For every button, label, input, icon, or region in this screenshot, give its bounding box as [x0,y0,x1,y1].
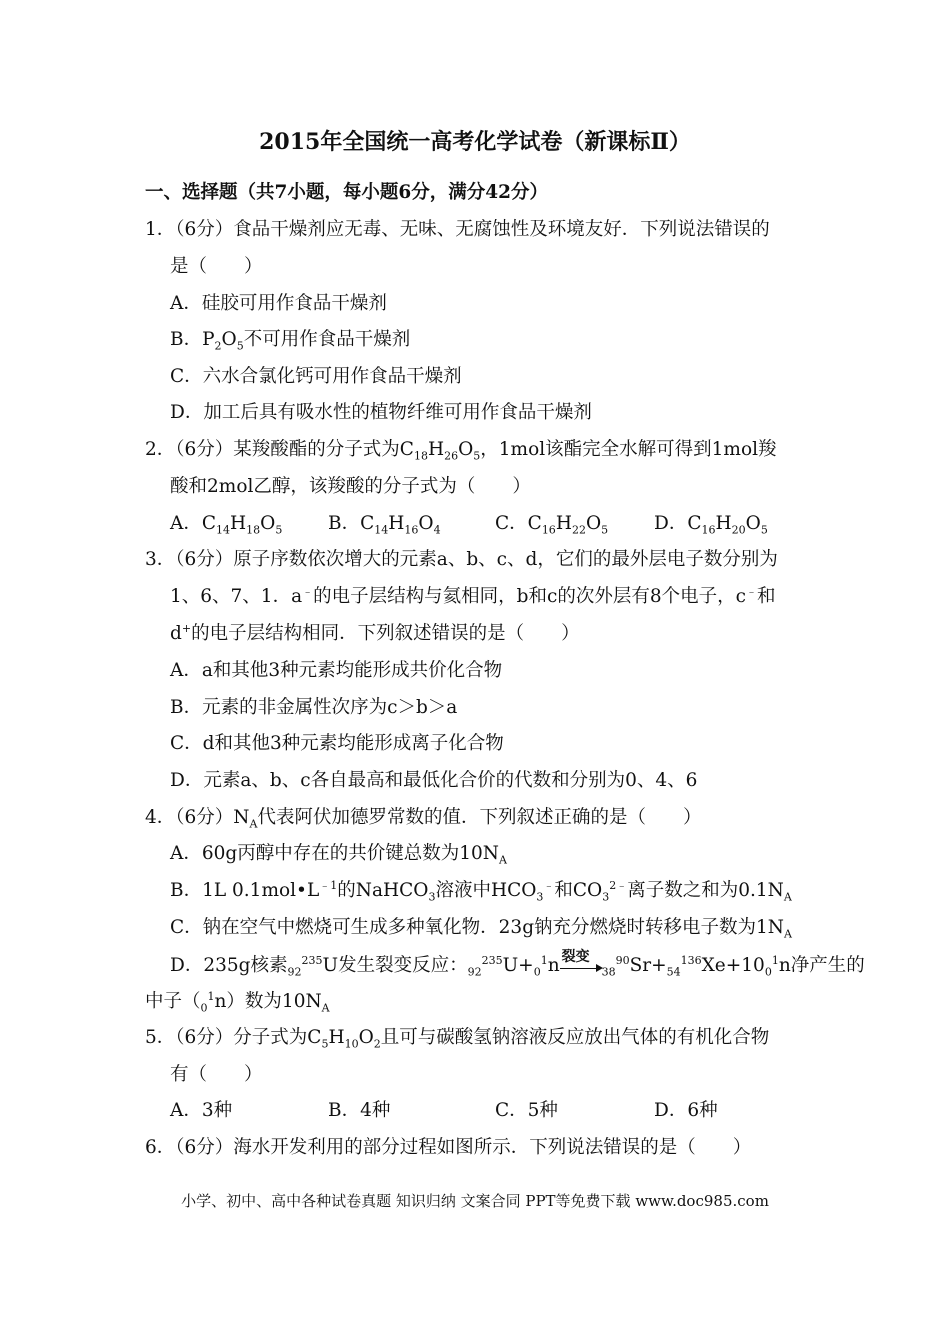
reaction-arrow-icon [560,949,602,973]
text: B．C [328,513,375,534]
text: O [221,329,237,350]
section-heading: 一、选择题（共7小题，每小题6分，满分42分） [145,182,548,203]
text: U+ [502,955,534,976]
subscript: 18 [413,449,428,463]
q5-stem-line1 [145,1026,769,1050]
text: 5．（6分）分子式为C [145,1027,322,1048]
text: B．1L 0.1mol•L [170,880,320,901]
superscript: ﹣ [745,584,757,598]
subscript: 3 [428,890,436,904]
text: H [555,513,572,534]
footer-ad: 小学、初中、高中各种试卷真题 知识归纳 文案合同 PPT等免费下载 www.doc985.com [181,1192,769,1210]
text: C．C [495,513,542,534]
mass-number: 235 [301,953,323,967]
text: 的电子层结构相同．下列叙述错误的是（ ） [191,623,580,644]
q2-stem-line1 [145,438,777,462]
text: U发生裂变反应： [322,955,468,976]
q3-option-a: A．a和其他3种元素均能形成共价化合物 [170,660,503,681]
text: 和 [756,586,776,607]
page-title: 2015年全国统一高考化学试卷（新课标Ⅱ） [259,129,691,155]
superscript: ﹣ [302,584,314,598]
text: O [585,513,602,534]
q5-option-d: D．6种 [654,1100,718,1121]
subscript: A [249,817,258,831]
subscript: 5 [760,523,768,537]
q1-stem-line2: 是（ ） [170,256,263,277]
superscript: 2﹣ [609,878,628,892]
atomic-number: 92 [287,965,302,979]
q2-option-b [328,512,441,536]
subscript: 2 [214,339,222,353]
q1-option-c: C．六水合氯化钙可用作食品干燥剂 [170,366,462,387]
text: O [418,513,434,534]
text: d [170,623,182,644]
subscript: 22 [571,523,586,537]
q1-option-a: A．硅胶可用作食品干燥剂 [170,293,387,314]
mass-number: 136 [680,953,702,967]
q2-option-d [654,512,768,536]
text: H [388,513,405,534]
subscript: 5 [601,523,609,537]
subscript: 5 [473,449,481,463]
subscript: 20 [731,523,746,537]
text: 1、6、7、1．a [170,586,303,607]
text: O [745,513,761,534]
subscript: 26 [444,449,459,463]
arrow-label: 裂变 [561,949,590,965]
q1-stem-line1: 1．（6分）食品干燥剂应无毒、无味、无腐蚀性及环境友好．下列说法错误的 [145,219,770,240]
q1-option-b [170,328,410,352]
q4-option-d-continued [145,990,330,1014]
atomic-number: 0 [533,965,541,979]
q3-option-b: B．元素的非金属性次序为c＞b＞a [170,697,458,718]
subscript: 16 [541,523,556,537]
text: Sr+ [629,955,667,976]
text: 和CO [554,880,603,901]
superscript: + [181,621,192,635]
text: H [715,513,732,534]
text: ，1mol该酯完全水解可得到1mol羧 [480,439,777,460]
q5-option-a: A．3种 [170,1100,233,1121]
text: 2．（6分）某羧酸酯的分子式为C [145,439,414,460]
subscript: 3 [602,890,610,904]
q2-option-c [495,512,608,536]
text: 4．（6分）N [145,807,250,828]
subscript: 14 [216,523,231,537]
mass-number: 90 [615,953,630,967]
text: H [328,1027,345,1048]
q3-stem-line2 [170,585,775,609]
subscript: 2 [373,1037,381,1051]
q3-stem-line1: 3．（6分）原子序数依次增大的元素a、b、c、d，它们的最外层电子数分别为 [145,549,778,570]
subscript: A [783,890,792,904]
subscript: 18 [246,523,261,537]
text: O [358,1027,374,1048]
q5-option-b: B．4种 [328,1100,391,1121]
superscript: ﹣1 [319,878,338,892]
text: O [260,513,276,534]
text: H [230,513,247,534]
atomic-number: 0 [200,1001,208,1015]
text: n净产生的 [778,955,865,976]
text: A．60g丙醇中存在的共价键总数为10N [170,843,499,864]
atomic-number: 38 [601,965,616,979]
text: 溶液中HCO [435,880,537,901]
text: H [427,439,445,460]
q5-option-c: C．5种 [495,1100,558,1121]
text: A．C [170,513,217,534]
text: Xe+10 [701,955,765,976]
subscript: 4 [433,523,441,537]
subscript: 5 [236,339,244,353]
mass-number: 1 [540,953,548,967]
subscript: A [321,1001,330,1015]
text: 代表阿伏加德罗常数的值．下列叙述正确的是（ ） [257,807,702,828]
text: n [547,955,560,976]
atomic-number: 92 [467,965,482,979]
q4-stem [145,806,701,830]
q4-option-d [170,949,865,979]
subscript: 16 [701,523,716,537]
q1-option-d: D．加工后具有吸水性的植物纤维可用作食品干燥剂 [170,402,592,423]
subscript: A [498,853,507,867]
subscript: 5 [321,1037,329,1051]
text: n）数为10N [214,991,322,1012]
text: 不可用作食品干燥剂 [243,329,411,350]
q4-option-b [170,879,792,903]
atomic-number: 54 [666,965,681,979]
superscript: ﹣ [543,878,555,892]
q3-option-c: C．d和其他3种元素均能形成离子化合物 [170,733,504,754]
subscript: 5 [275,523,283,537]
mass-number: 235 [481,953,503,967]
text: C．钠在空气中燃烧可生成多种氧化物．23g钠充分燃烧时转移电子数为1N [170,917,784,938]
subscript: 16 [404,523,419,537]
text: 离子数之和为0.1N [627,880,784,901]
text: 中子（ [145,991,201,1012]
q3-stem-line3 [170,622,580,646]
q4-option-c [170,916,792,940]
q4-option-a [170,842,507,866]
text: O [458,439,474,460]
q3-option-d: D．元素a、b、c各自最高和最低化合价的代数和分别为0、4、6 [170,770,698,791]
text: 的NaHCO [337,880,429,901]
subscript: 10 [344,1037,359,1051]
atomic-number: 0 [764,965,772,979]
q6-stem: 6．（6分）海水开发利用的部分过程如图所示．下列说法错误的是（ ） [145,1137,752,1158]
subscript: A [784,927,792,941]
text: 且可与碳酸氢钠溶液反应放出气体的有机化合物 [380,1027,770,1048]
mass-number: 1 [207,989,215,1003]
subscript: 3 [536,890,544,904]
text: B．P [170,329,215,350]
text: D．C [654,513,702,534]
q2-stem-line2: 酸和2mol乙醇，该羧酸的分子式为（ ） [170,476,531,497]
mass-number: 1 [771,953,779,967]
text: 的电子层结构与氦相同，b和c的次外层有8个电子，c [313,586,746,607]
subscript: 14 [374,523,389,537]
q5-stem-line2: 有（ ） [170,1064,263,1085]
text: D．235g核素 [170,955,288,976]
q2-option-a [170,512,282,536]
